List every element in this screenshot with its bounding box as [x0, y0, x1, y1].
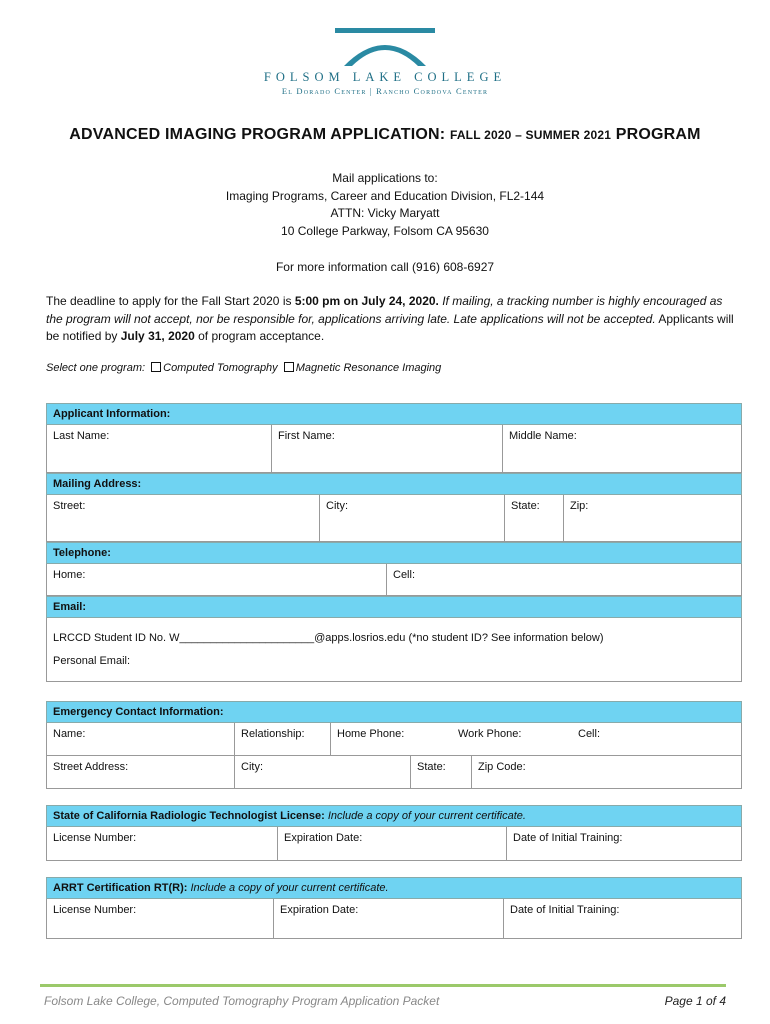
emergency-street-field[interactable]: Street Address:: [47, 756, 235, 788]
applicant-header: Applicant Information:: [46, 403, 742, 425]
bridge-arch-icon: [330, 26, 440, 68]
address-row: [46, 495, 742, 542]
mail-line: 10 College Parkway, Folsom CA 95630: [281, 223, 489, 238]
california-license-row: [46, 827, 742, 861]
email-rows: [46, 618, 742, 682]
cell-phone-field[interactable]: Cell:: [393, 569, 416, 581]
emergency-header: Emergency Contact Information:: [46, 701, 742, 723]
name-row: [46, 425, 742, 473]
telephone-header: Telephone:: [46, 542, 742, 564]
page-number: Page 1 of 4: [664, 994, 726, 1008]
college-logo: [250, 26, 520, 106]
california-license-section: [46, 805, 742, 861]
arrt-note: Include a copy of your current certificate.: [190, 882, 389, 894]
program-select: [46, 362, 441, 374]
deadline-text: The deadline to apply for the Fall Start 2020 is: [46, 294, 295, 308]
ca-expiration-date-field[interactable]: Expiration Date:: [278, 827, 507, 860]
last-name-field[interactable]: Last Name:: [47, 425, 272, 472]
mailing-header: Mailing Address:: [46, 473, 742, 495]
emergency-work-phone-field[interactable]: Work Phone:: [458, 728, 522, 740]
mailing-instructions: [0, 170, 770, 240]
title-main: ADVANCED IMAGING PROGRAM APPLICATION:: [69, 126, 446, 143]
street-field[interactable]: Street:: [47, 495, 320, 541]
title-term: FALL 2020 – SUMMER 2021: [449, 128, 612, 142]
emergency-section: [46, 701, 742, 789]
emergency-relationship-field[interactable]: Relationship:: [235, 723, 331, 755]
emergency-row-2: [46, 756, 742, 789]
student-id-field[interactable]: LRCCD Student ID No. W______________________@apps.losrios.edu (*no student ID? See information below): [53, 632, 604, 644]
emergency-row-1: [46, 723, 742, 756]
emergency-zip-field[interactable]: Zip Code:: [478, 761, 526, 773]
emergency-state-field[interactable]: State:: [411, 756, 472, 788]
state-field[interactable]: State:: [505, 495, 564, 541]
footer-divider: [40, 984, 726, 987]
mail-line: Imaging Programs, Career and Education Division, FL2-144: [225, 188, 545, 203]
arrt-section: [46, 877, 742, 939]
applicant-section: [46, 403, 742, 682]
mri-checkbox[interactable]: [284, 362, 294, 372]
mail-line: Mail applications to:: [332, 171, 438, 185]
zip-field[interactable]: Zip:: [570, 500, 589, 512]
personal-email-field[interactable]: Personal Email:: [53, 655, 131, 667]
arrt-title: ARRT Certification RT(R):: [53, 882, 188, 894]
arrt-row: [46, 899, 742, 939]
california-license-title: State of California Radiologic Technologist License:: [53, 810, 325, 822]
email-header: Email:: [46, 596, 742, 618]
middle-name-field[interactable]: Middle Name:: [509, 430, 577, 442]
ca-initial-training-field[interactable]: Date of Initial Training:: [513, 832, 623, 844]
program-select-label: Select one program:: [46, 362, 146, 374]
ct-checkbox[interactable]: [151, 362, 161, 372]
first-name-field[interactable]: First Name:: [272, 425, 503, 472]
deadline-text: of program acceptance.: [194, 329, 325, 344]
page-title: [0, 126, 770, 144]
emergency-cell-field[interactable]: Cell:: [578, 728, 601, 740]
arrt-initial-training-field[interactable]: Date of Initial Training:: [510, 904, 620, 916]
college-centers: El Dorado Center | Rancho Cordova Center: [281, 86, 489, 96]
arrt-license-number-field[interactable]: License Number:: [47, 899, 274, 938]
ct-option-label: Computed Tomography: [163, 362, 278, 374]
california-license-header: [46, 805, 742, 827]
mail-line: ATTN: Vicky Maryatt: [330, 206, 440, 221]
college-name: FOLSOM LAKE COLLEGE: [263, 70, 507, 84]
footer-title: Folsom Lake College, Computed Tomography Program Application Packet: [44, 994, 440, 1008]
title-program: PROGRAM: [615, 126, 701, 143]
emergency-home-phone-field[interactable]: Home Phone:: [337, 728, 405, 740]
deadline-text: Applicants will be notified by: [46, 311, 734, 344]
deadline-paragraph: [46, 293, 736, 346]
home-phone-field[interactable]: Home:: [47, 564, 387, 595]
notify-date: July 31, 2020: [120, 329, 195, 344]
emergency-city-field[interactable]: City:: [235, 756, 411, 788]
california-license-note: Include a copy of your current certificate.: [327, 810, 526, 822]
phone-info: For more information call (916) 608-6927: [275, 260, 495, 274]
phone-row: [46, 564, 742, 596]
mri-option-label: Magnetic Resonance Imaging: [295, 362, 442, 374]
city-field[interactable]: City:: [320, 495, 505, 541]
emergency-name-field[interactable]: Name:: [47, 723, 235, 755]
arrt-expiration-date-field[interactable]: Expiration Date:: [274, 899, 504, 938]
deadline-date: 5:00 pm on July 24, 2020.: [294, 294, 439, 308]
deadline-note: If mailing, a tracking number is highly encouraged as the program will not accept, nor be responsible for, applications arriving late. Late applications will not be accepted.: [46, 294, 723, 326]
arrt-header: [46, 877, 742, 899]
ca-license-number-field[interactable]: License Number:: [47, 827, 278, 860]
